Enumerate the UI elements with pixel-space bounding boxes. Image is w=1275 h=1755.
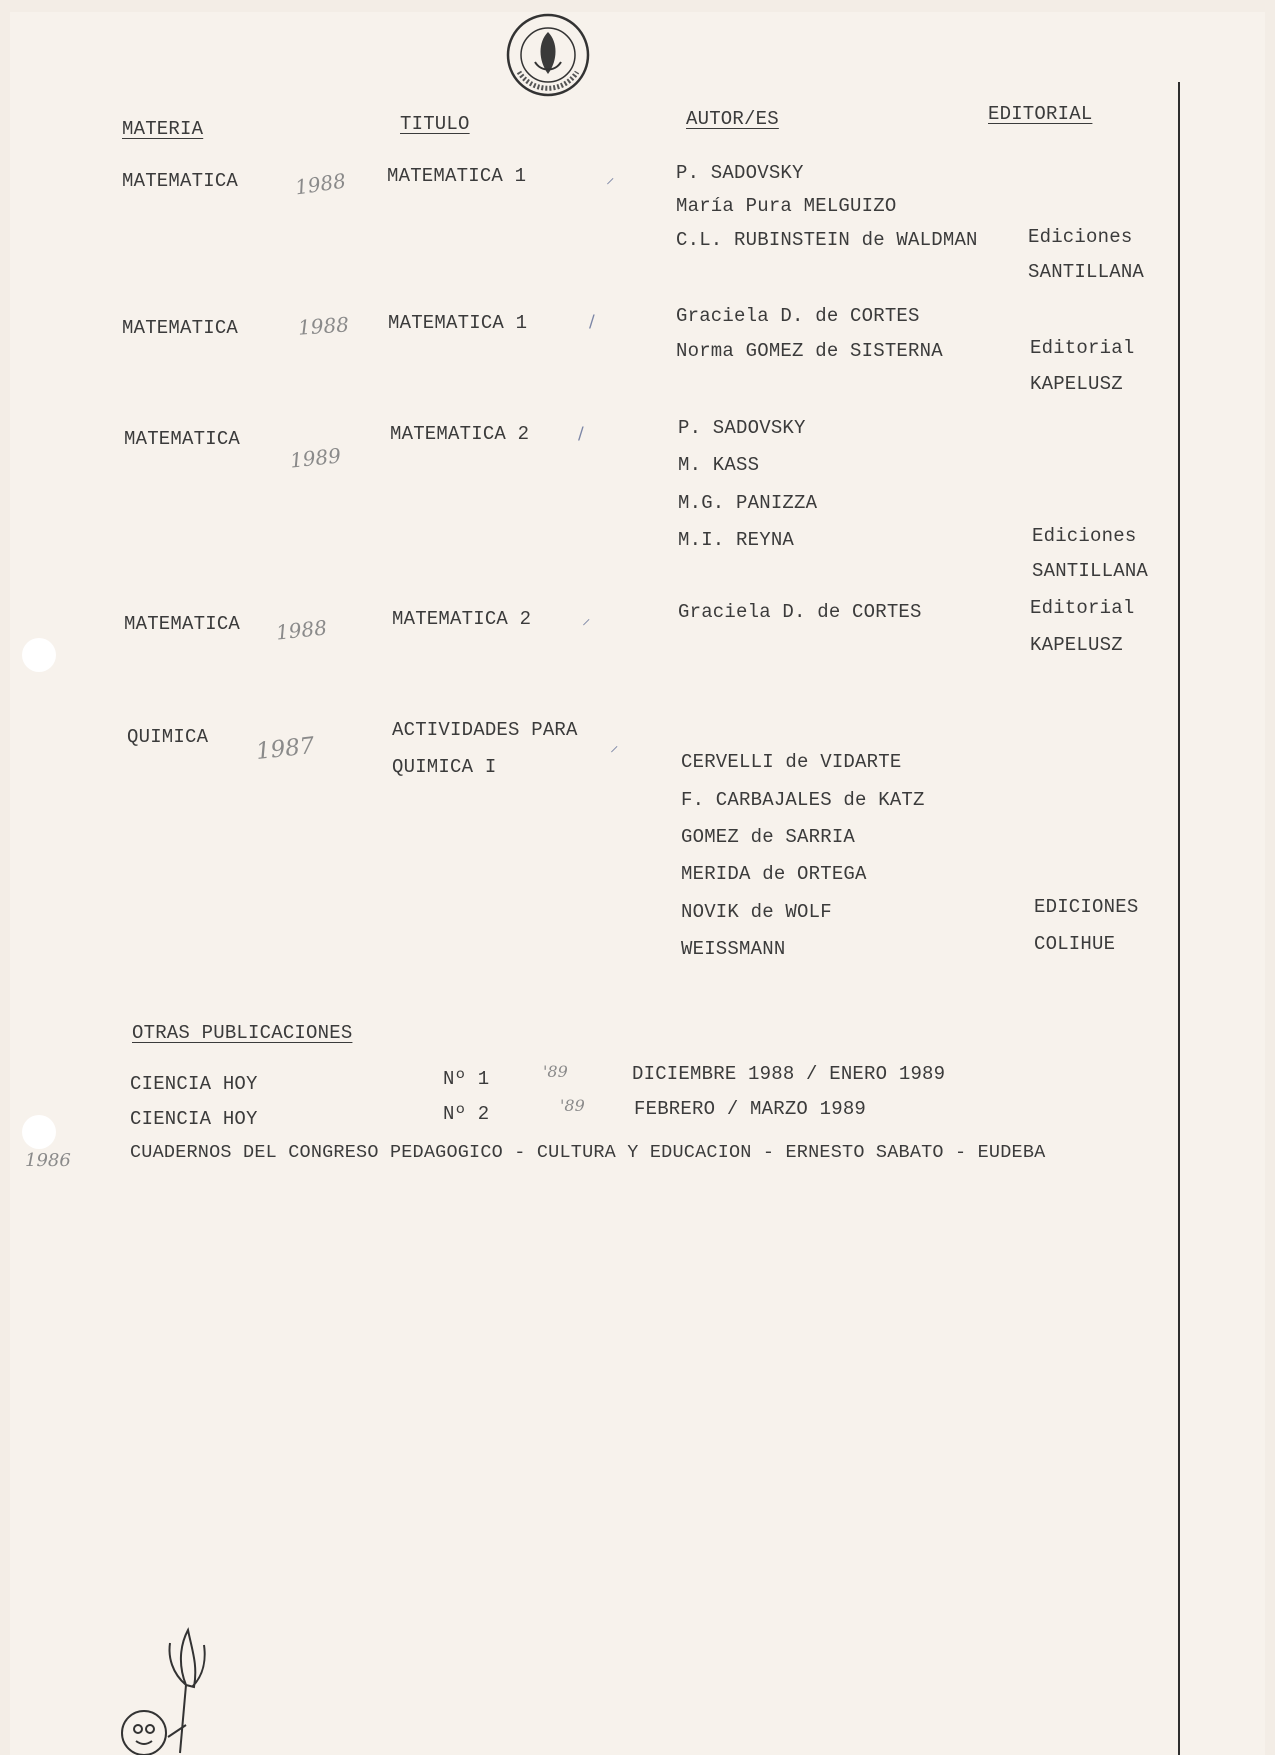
check-mark: /: [578, 424, 584, 444]
row-autor: P. SADOVSKY: [678, 417, 806, 439]
header-autores: AUTOR/ES: [686, 108, 779, 130]
row-autor: F. CARBAJALES de KATZ: [681, 789, 925, 811]
row-editorial: Ediciones: [1028, 226, 1133, 248]
row-autor: Graciela D. de CORTES: [676, 305, 920, 327]
handwritten-year: 1988: [297, 312, 350, 340]
row-editorial: Editorial: [1030, 597, 1135, 619]
publication-entry: CUADERNOS DEL CONGRESO PEDAGOGICO - CULTURA Y EDUCACION - ERNESTO SABATO - EUDEBA: [130, 1142, 1046, 1163]
row-editorial: Editorial: [1030, 337, 1135, 359]
otras-publicaciones-title: OTRAS PUBLICACIONES: [132, 1022, 353, 1044]
handwritten-year: 1987: [254, 733, 316, 765]
check-mark: ⸝: [610, 736, 619, 756]
row-autor: M. KASS: [678, 454, 760, 476]
row-autor: María Pura MELGUIZO: [676, 195, 897, 217]
municipal-seal-logo: [505, 12, 591, 98]
row-titulo: MATEMATICA 2: [390, 423, 530, 445]
check-mark: ⸝: [582, 609, 591, 629]
row-autor: M.G. PANIZZA: [678, 492, 818, 514]
margin-rule: [1178, 82, 1180, 1755]
punch-hole: [22, 1115, 56, 1149]
row-autor: CERVELLI de VIDARTE: [681, 751, 902, 773]
handwritten-year: 1989: [288, 443, 343, 473]
handwritten-year: 1988: [274, 615, 329, 645]
row-titulo: ACTIVIDADES PARA: [392, 719, 578, 741]
row-titulo: QUIMICA I: [392, 756, 497, 778]
row-editorial: SANTILLANA: [1032, 560, 1149, 582]
publication-name: CIENCIA HOY: [130, 1108, 258, 1130]
punch-hole: [22, 638, 56, 672]
row-materia: MATEMATICA: [124, 613, 241, 635]
row-titulo: MATEMATICA 2: [392, 608, 532, 630]
row-editorial: COLIHUE: [1034, 933, 1116, 955]
handwritten-year: 1986: [25, 1150, 71, 1171]
row-autor: M.I. REYNA: [678, 529, 795, 551]
row-materia: MATEMATICA: [122, 317, 239, 339]
row-materia: QUIMICA: [127, 726, 209, 748]
check-mark: ⸝: [606, 168, 615, 188]
handwritten-year: '89: [543, 1062, 568, 1081]
header-titulo: TITULO: [400, 113, 470, 135]
row-editorial: SANTILLANA: [1028, 261, 1145, 283]
handwritten-year: 1988: [293, 168, 348, 200]
row-editorial: KAPELUSZ: [1030, 634, 1123, 656]
header-materia: MATERIA: [122, 118, 204, 140]
check-mark: /: [589, 312, 595, 332]
row-autor: WEISSMANN: [681, 938, 786, 960]
mascot-illustration: [108, 1625, 228, 1755]
header-editorial: EDITORIAL: [988, 103, 1093, 125]
row-editorial: Ediciones: [1032, 525, 1137, 547]
row-materia: MATEMATICA: [124, 428, 241, 450]
handwritten-year: '89: [560, 1096, 585, 1115]
row-materia: MATEMATICA: [122, 170, 239, 192]
row-autor: GOMEZ de SARRIA: [681, 826, 856, 848]
row-editorial: KAPELUSZ: [1030, 373, 1123, 395]
row-titulo: MATEMATICA 1: [388, 312, 528, 334]
publication-name: CIENCIA HOY: [130, 1073, 258, 1095]
row-editorial: EDICIONES: [1034, 896, 1139, 918]
publication-number: Nº 2: [443, 1103, 490, 1125]
row-autor: Norma GOMEZ de SISTERNA: [676, 340, 943, 362]
publication-date: FEBRERO / MARZO 1989: [634, 1098, 867, 1120]
row-autor: NOVIK de WOLF: [681, 901, 832, 923]
row-autor: MERIDA de ORTEGA: [681, 863, 867, 885]
row-autor: Graciela D. de CORTES: [678, 601, 922, 623]
row-autor: C.L. RUBINSTEIN de WALDMAN: [676, 229, 978, 251]
publication-date: DICIEMBRE 1988 / ENERO 1989: [632, 1063, 946, 1085]
row-autor: P. SADOVSKY: [676, 162, 804, 184]
publication-number: Nº 1: [443, 1068, 490, 1090]
row-titulo: MATEMATICA 1: [387, 165, 527, 187]
